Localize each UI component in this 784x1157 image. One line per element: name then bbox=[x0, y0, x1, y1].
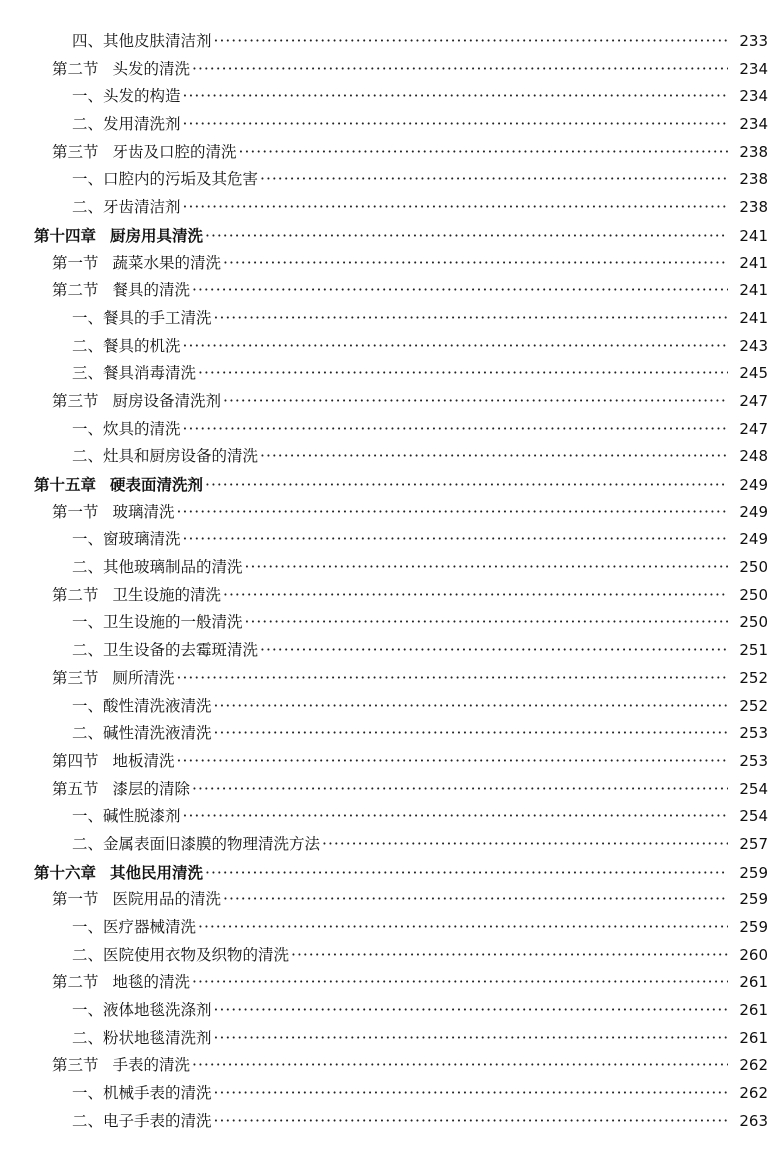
toc-page-number: 263 bbox=[739, 1111, 768, 1130]
toc-page-number: 254 bbox=[739, 779, 768, 798]
toc-entry-number: 二、 bbox=[72, 945, 104, 964]
toc-entry-number: 第一节 bbox=[52, 890, 99, 909]
toc-page-number: 259 bbox=[739, 918, 768, 936]
toc-entry-label bbox=[72, 637, 258, 665]
toc-entry-label bbox=[52, 665, 175, 693]
toc-page-number: 250 bbox=[739, 558, 768, 577]
table-of-contents bbox=[0, 28, 784, 1136]
toc-entry-label bbox=[72, 914, 196, 942]
toc-entry-label bbox=[52, 886, 221, 914]
toc-entry-section bbox=[0, 886, 784, 914]
toc-entry-title: 餐具的清洗 bbox=[112, 281, 191, 300]
dot-leader bbox=[214, 1080, 728, 1108]
toc-entry-number: 四、 bbox=[72, 32, 104, 50]
dot-leader bbox=[183, 803, 728, 831]
toc-entry-number: 三、 bbox=[72, 364, 104, 383]
dot-leader bbox=[192, 969, 728, 997]
toc-page-number: 241 bbox=[739, 308, 768, 327]
toc-entry-number: 第二节 bbox=[52, 973, 99, 992]
toc-entry-section bbox=[0, 388, 784, 416]
toc-entry-label bbox=[52, 1052, 190, 1080]
toc-entry-label bbox=[72, 997, 212, 1025]
toc-page-number: 261 bbox=[739, 1028, 768, 1047]
toc-entry-item bbox=[0, 1080, 784, 1108]
toc-entry-section bbox=[0, 277, 784, 305]
toc-page-number: 262 bbox=[739, 1056, 768, 1075]
toc-entry-number: 第五节 bbox=[52, 779, 99, 798]
toc-entry-number: 二、 bbox=[72, 1028, 104, 1047]
toc-entry-label bbox=[72, 693, 212, 721]
toc-entry-number: 一、 bbox=[72, 87, 104, 106]
toc-entry-item bbox=[0, 803, 784, 831]
toc-entry-section bbox=[0, 776, 784, 804]
dot-leader bbox=[214, 720, 728, 748]
toc-entry-item bbox=[0, 914, 784, 942]
toc-entry-number: 一、 bbox=[72, 696, 104, 715]
toc-entry-title: 头发的构造 bbox=[103, 87, 181, 106]
toc-entry-title: 碱性清洗液清洗 bbox=[103, 724, 212, 743]
toc-entry-title: 粉状地毯清洗剂 bbox=[103, 1028, 212, 1047]
toc-page-number: 257 bbox=[739, 834, 768, 853]
toc-entry-label bbox=[52, 388, 221, 416]
toc-entry-item bbox=[0, 554, 784, 582]
dot-leader bbox=[214, 693, 728, 721]
toc-entry-title: 硬表面清洗剂 bbox=[110, 475, 204, 494]
toc-entry-label bbox=[52, 277, 190, 305]
toc-entry-title: 牙齿清洁剂 bbox=[103, 198, 181, 217]
dot-leader bbox=[192, 776, 728, 804]
toc-entry-section bbox=[0, 748, 784, 776]
toc-page-number: 247 bbox=[739, 391, 768, 410]
toc-entry-label bbox=[52, 776, 190, 804]
toc-entry-title: 窗玻璃清洗 bbox=[103, 530, 181, 549]
toc-entry-item bbox=[0, 28, 784, 56]
toc-page-number: 233 bbox=[739, 32, 768, 50]
toc-page-number: 247 bbox=[739, 419, 768, 438]
toc-page-number: 252 bbox=[739, 696, 768, 715]
toc-entry-title: 医院使用衣物及织物的清洗 bbox=[103, 945, 290, 964]
toc-page-number: 254 bbox=[739, 807, 768, 826]
dot-leader bbox=[214, 28, 728, 56]
toc-entry-label bbox=[72, 554, 243, 582]
dot-leader bbox=[198, 914, 728, 942]
toc-entry-title: 牙齿及口腔的清洗 bbox=[112, 142, 237, 161]
toc-entry-item bbox=[0, 111, 784, 139]
toc-page-number: 250 bbox=[739, 613, 768, 632]
toc-entry-number: 二、 bbox=[72, 834, 104, 853]
toc-page-number: 241 bbox=[739, 226, 768, 245]
toc-entry-section bbox=[0, 250, 784, 278]
dot-leader bbox=[177, 748, 728, 776]
toc-entry-title: 医院用品的清洗 bbox=[112, 890, 222, 909]
toc-entry-title: 其他玻璃制品的清洗 bbox=[103, 558, 243, 577]
dot-leader bbox=[183, 194, 728, 222]
dot-leader bbox=[214, 305, 728, 333]
dot-leader bbox=[198, 360, 728, 388]
toc-entry-item bbox=[0, 720, 784, 748]
toc-entry-label bbox=[72, 305, 212, 333]
toc-entry-label bbox=[72, 609, 243, 637]
toc-entry-label bbox=[72, 360, 196, 388]
toc-entry-title: 厨房用具清洗 bbox=[110, 225, 204, 245]
toc-entry-number: 二、 bbox=[72, 336, 104, 355]
toc-entry-label bbox=[52, 582, 221, 610]
toc-entry-title: 头发的清洗 bbox=[112, 59, 191, 78]
toc-page-number: 234 bbox=[739, 59, 768, 78]
toc-entry-number: 第四节 bbox=[52, 751, 99, 770]
dot-leader bbox=[291, 942, 728, 970]
toc-entry-section bbox=[0, 139, 784, 167]
toc-page-number: 262 bbox=[739, 1084, 768, 1103]
toc-entry-label bbox=[52, 748, 175, 776]
dot-leader bbox=[177, 499, 728, 527]
toc-entry-title: 其他皮肤清洁剂 bbox=[103, 32, 212, 50]
toc-entry-title: 机械手表的清洗 bbox=[103, 1084, 212, 1103]
toc-entry-section bbox=[0, 665, 784, 693]
toc-entry-title: 其他民用清洗 bbox=[110, 862, 204, 882]
toc-entry-number: 一、 bbox=[72, 1084, 104, 1103]
toc-entry-section bbox=[0, 582, 784, 610]
toc-page-number: 241 bbox=[739, 281, 768, 300]
toc-entry-title: 口腔内的污垢及其危害 bbox=[103, 170, 259, 189]
toc-entry-title: 餐具的机洗 bbox=[103, 336, 181, 355]
toc-entry-number: 一、 bbox=[72, 1001, 104, 1020]
toc-entry-title: 餐具消毒清洗 bbox=[103, 364, 197, 383]
toc-entry-number: 第二节 bbox=[52, 585, 99, 604]
toc-entry-item bbox=[0, 194, 784, 222]
toc-entry-number: 第三节 bbox=[52, 142, 99, 161]
dot-leader bbox=[192, 1052, 728, 1080]
dot-leader bbox=[223, 582, 728, 610]
toc-entry-title: 餐具的手工清洗 bbox=[103, 308, 212, 327]
toc-entry-number: 二、 bbox=[72, 558, 104, 577]
toc-entry-number: 第十五章 bbox=[34, 475, 97, 494]
toc-entry-number: 一、 bbox=[72, 419, 104, 438]
toc-entry-title: 玻璃清洗 bbox=[112, 502, 175, 521]
toc-entry-title: 卫生设施的清洗 bbox=[112, 585, 222, 604]
toc-entry-label bbox=[72, 416, 181, 444]
toc-entry-item bbox=[0, 526, 784, 554]
toc-page-number: 253 bbox=[739, 751, 768, 770]
dot-leader bbox=[205, 223, 728, 251]
toc-entry-title: 厕所清洗 bbox=[112, 668, 175, 687]
toc-entry-item bbox=[0, 305, 784, 333]
toc-entry-chapter bbox=[0, 471, 784, 499]
toc-entry-item bbox=[0, 1025, 784, 1053]
toc-entry-label bbox=[72, 83, 181, 111]
toc-entry-item bbox=[0, 1108, 784, 1136]
toc-entry-item bbox=[0, 637, 784, 665]
toc-entry-item bbox=[0, 942, 784, 970]
toc-entry-number: 第二节 bbox=[52, 281, 99, 300]
toc-entry-label bbox=[72, 166, 258, 194]
toc-entry-label bbox=[52, 969, 190, 997]
toc-page-number: 259 bbox=[739, 890, 768, 909]
toc-entry-item bbox=[0, 693, 784, 721]
toc-entry-section bbox=[0, 969, 784, 997]
toc-entry-label bbox=[72, 28, 212, 56]
toc-page-number: 241 bbox=[739, 253, 768, 272]
toc-entry-label bbox=[72, 1108, 212, 1136]
toc-entry-item bbox=[0, 166, 784, 194]
toc-entry-title: 蔬菜水果的清洗 bbox=[112, 253, 222, 272]
toc-entry-item bbox=[0, 831, 784, 859]
toc-entry-number: 二、 bbox=[72, 724, 104, 743]
toc-entry-number: 第十六章 bbox=[34, 862, 97, 882]
toc-entry-title: 漆层的清除 bbox=[112, 779, 191, 798]
dot-leader bbox=[177, 665, 728, 693]
toc-entry-title: 发用清洗剂 bbox=[103, 115, 181, 134]
toc-entry-number: 第三节 bbox=[52, 1056, 99, 1075]
toc-entry-title: 地毯的清洗 bbox=[112, 973, 191, 992]
toc-entry-title: 卫生设施的一般清洗 bbox=[103, 613, 243, 632]
dot-leader bbox=[192, 56, 728, 84]
toc-page-number: 261 bbox=[739, 973, 768, 992]
dot-leader bbox=[183, 416, 728, 444]
toc-entry-number: 二、 bbox=[72, 198, 104, 217]
toc-entry-label bbox=[72, 803, 181, 831]
toc-entry-item bbox=[0, 443, 784, 471]
toc-entry-item bbox=[0, 609, 784, 637]
toc-entry-section bbox=[0, 1052, 784, 1080]
toc-entry-item bbox=[0, 333, 784, 361]
toc-page-number: 251 bbox=[739, 641, 768, 660]
dot-leader bbox=[223, 250, 728, 278]
dot-leader bbox=[183, 333, 728, 361]
toc-entry-section bbox=[0, 56, 784, 84]
toc-entry-title: 液体地毯洗涤剂 bbox=[103, 1001, 212, 1020]
toc-page-number: 250 bbox=[739, 585, 768, 604]
toc-entry-label bbox=[72, 443, 258, 471]
dot-leader bbox=[223, 886, 728, 914]
toc-page-number: 238 bbox=[739, 170, 768, 189]
toc-entry-label bbox=[72, 333, 181, 361]
toc-entry-item bbox=[0, 360, 784, 388]
toc-page-number: 234 bbox=[739, 115, 768, 134]
toc-entry-label bbox=[52, 139, 237, 167]
toc-entry-label bbox=[72, 194, 181, 222]
toc-entry-number: 二、 bbox=[72, 115, 104, 134]
toc-entry-title: 地板清洗 bbox=[112, 751, 175, 770]
dot-leader bbox=[205, 472, 728, 500]
dot-leader bbox=[223, 388, 728, 416]
toc-page-number: 249 bbox=[739, 530, 768, 549]
toc-entry-number: 第三节 bbox=[52, 391, 99, 410]
toc-entry-number: 第一节 bbox=[52, 502, 99, 521]
dot-leader bbox=[214, 1025, 728, 1053]
toc-page-number: 238 bbox=[739, 142, 768, 161]
toc-entry-label bbox=[72, 942, 289, 970]
toc-entry-item bbox=[0, 83, 784, 111]
toc-entry-number: 第一节 bbox=[52, 253, 99, 272]
toc-entry-label bbox=[34, 859, 203, 887]
toc-entry-title: 手表的清洗 bbox=[112, 1056, 191, 1075]
toc-page-number: 249 bbox=[739, 476, 768, 494]
toc-entry-number: 一、 bbox=[72, 308, 104, 327]
toc-page-number: 253 bbox=[739, 724, 768, 743]
toc-entry-title: 灶具和厨房设备的清洗 bbox=[103, 447, 259, 466]
toc-page-number: 261 bbox=[739, 1001, 768, 1020]
dot-leader bbox=[239, 139, 728, 167]
dot-leader bbox=[205, 860, 728, 888]
toc-entry-title: 碱性脱漆剂 bbox=[103, 807, 181, 826]
toc-entry-chapter bbox=[0, 859, 784, 887]
toc-page-number: 249 bbox=[739, 502, 768, 521]
toc-page-number: 248 bbox=[739, 447, 768, 466]
dot-leader bbox=[245, 609, 728, 637]
toc-page-number: 234 bbox=[739, 87, 768, 106]
toc-entry-number: 第十四章 bbox=[34, 225, 97, 245]
toc-entry-section bbox=[0, 499, 784, 527]
toc-entry-number: 第三节 bbox=[52, 668, 99, 687]
dot-leader bbox=[245, 554, 728, 582]
toc-entry-label bbox=[72, 111, 181, 139]
toc-entry-label bbox=[72, 526, 181, 554]
toc-entry-title: 卫生设备的去霉斑清洗 bbox=[103, 641, 259, 660]
toc-page-number: 252 bbox=[739, 668, 768, 687]
toc-entry-title: 厨房设备清洗剂 bbox=[112, 391, 222, 410]
toc-page-number: 243 bbox=[739, 336, 768, 355]
toc-entry-number: 一、 bbox=[72, 918, 104, 936]
toc-entry-label bbox=[72, 831, 320, 859]
toc-entry-title: 酸性清洗液清洗 bbox=[103, 696, 212, 715]
dot-leader bbox=[183, 83, 728, 111]
dot-leader bbox=[260, 166, 728, 194]
dot-leader bbox=[322, 831, 728, 859]
toc-entry-title: 医疗器械清洗 bbox=[103, 918, 197, 936]
toc-entry-title: 金属表面旧漆膜的物理清洗方法 bbox=[103, 834, 321, 853]
toc-entry-label bbox=[72, 720, 212, 748]
toc-entry-number: 第二节 bbox=[52, 59, 99, 78]
toc-entry-number: 二、 bbox=[72, 641, 104, 660]
toc-entry-number: 一、 bbox=[72, 613, 104, 632]
toc-entry-label bbox=[52, 56, 190, 84]
dot-leader bbox=[183, 526, 728, 554]
dot-leader bbox=[260, 637, 728, 665]
toc-entry-number: 二、 bbox=[72, 1111, 104, 1130]
toc-entry-item bbox=[0, 416, 784, 444]
toc-entry-label bbox=[72, 1080, 212, 1108]
toc-entry-title: 炊具的清洗 bbox=[103, 419, 181, 438]
toc-entry-label bbox=[34, 222, 203, 250]
toc-entry-title: 电子手表的清洗 bbox=[103, 1111, 212, 1130]
toc-page-number: 259 bbox=[739, 863, 768, 882]
toc-entry-label bbox=[52, 499, 175, 527]
toc-entry-label bbox=[72, 1025, 212, 1053]
dot-leader bbox=[260, 443, 728, 471]
toc-entry-number: 一、 bbox=[72, 530, 104, 549]
toc-entry-item bbox=[0, 997, 784, 1025]
dot-leader bbox=[192, 277, 728, 305]
toc-entry-chapter bbox=[0, 222, 784, 250]
toc-page-number: 260 bbox=[739, 945, 768, 964]
toc-entry-number: 一、 bbox=[72, 807, 104, 826]
dot-leader bbox=[183, 111, 728, 139]
toc-entry-number: 二、 bbox=[72, 447, 104, 466]
toc-page-number: 238 bbox=[739, 198, 768, 217]
toc-page-number: 245 bbox=[739, 364, 768, 383]
dot-leader bbox=[214, 1108, 728, 1136]
toc-entry-label bbox=[52, 250, 221, 278]
toc-entry-label bbox=[34, 471, 203, 499]
toc-entry-number: 一、 bbox=[72, 170, 104, 189]
dot-leader bbox=[214, 997, 728, 1025]
